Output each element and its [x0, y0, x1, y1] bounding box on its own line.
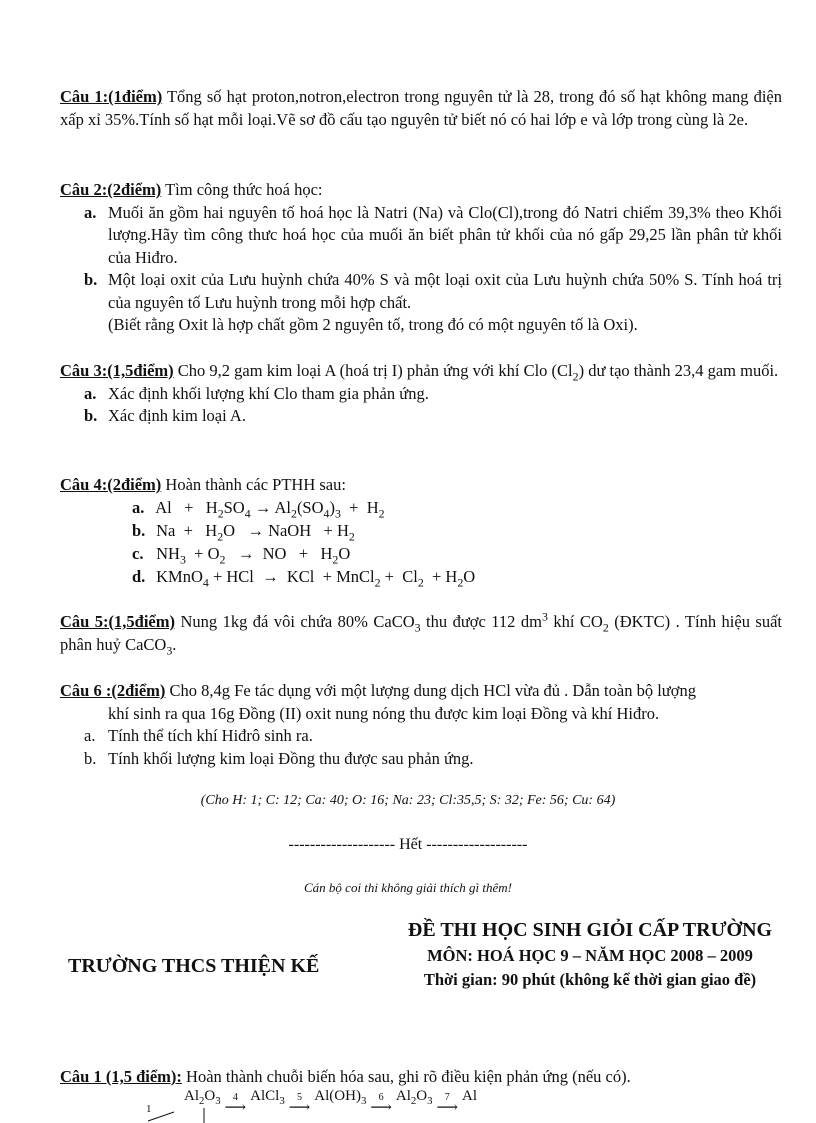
subscript: 3: [414, 620, 421, 635]
eq-text: O: [338, 543, 351, 563]
exam-time: Thời gian: 90 phút (không kể thời gian giao đề): [423, 970, 757, 989]
eq-text: ): [329, 497, 335, 517]
equation-marker: c.: [132, 543, 144, 563]
equation-b: [60, 520, 782, 543]
question-3-text: Cho 9,2 gam kim loại A (hoá trị I) phản ứng với khí Clo (Cl: [173, 361, 573, 380]
equation-a: [60, 497, 782, 520]
eq-text: + HCl → KCl + MnCl: [208, 566, 375, 586]
question-6-text: Cho 8,4g Fe tác dụng với một lượng dung dịch HCl vừa đủ . Dẫn toàn bộ lượng: [165, 681, 696, 700]
exam-title: ĐỀ THI HỌC SINH GIỎI CẤP TRƯỜNG: [407, 919, 773, 941]
part-text: Xác định kim loại A.: [108, 406, 246, 425]
branch-arrow: [148, 1112, 174, 1121]
chain-branch-label: 1: [146, 1103, 152, 1115]
question-1b: [60, 1066, 782, 1089]
question-2-intro: Tìm công thức hoá học:: [161, 180, 323, 199]
subscript: 2: [572, 369, 579, 384]
chain-species: $Al_2O_3$: [184, 1088, 221, 1107]
chain-species: AlCl$_3$: [250, 1088, 285, 1107]
question-3-part-a: [60, 383, 782, 406]
question-5-text: khí CO: [547, 612, 603, 631]
question-3-text-end: ) dư tạo thành 23,4 gam muối.: [578, 361, 779, 380]
question-4-label: Câu 4:(2điểm): [60, 475, 162, 494]
question-4: [60, 474, 782, 589]
part-marker: a.: [84, 383, 97, 403]
question-2-part-a: [60, 202, 782, 270]
reaction-arrow: 6 ⟶: [370, 1092, 392, 1116]
part-marker: b.: [84, 406, 98, 425]
subscript: 4: [202, 574, 209, 589]
question-2: [60, 179, 782, 337]
subscript: 3: [166, 642, 173, 657]
subscript: 4: [323, 505, 330, 520]
question-1b-label: Câu 1 (1,5 điểm):: [60, 1067, 182, 1086]
proctor-note: Cán bộ coi thi không giải thích gì thêm!: [304, 880, 512, 895]
eq-text: Al + H: [152, 497, 218, 517]
question-5-text: Nung 1kg đá vôi chứa 80% CaCO: [175, 612, 415, 631]
part-marker: a.: [84, 726, 96, 745]
subscript: 2: [332, 551, 339, 566]
equation-c: [60, 543, 782, 566]
subscript: 3: [179, 551, 186, 566]
end-line: -------------------- Hết -------------------: [288, 836, 528, 853]
part-text: Muối ăn gồm hai nguyên tố hoá học là Natri (Na) và Clo(Cl),trong đó Natri chiếm 39,3% theo Khối lượng.Hãy tìm công thưc hoá học của muối ăn biết phân tử khối của nó gấp 29,25 lần phân tử khối của Hiđro.: [108, 202, 782, 267]
question-4-intro: Hoàn thành các PTHH sau:: [161, 475, 346, 494]
atomic-masses-note: (Cho H: 1; C: 12; Ca: 40; O: 16; Na: 23; Cl:35,5; S: 32; Fe: 56; Cu: 64): [200, 793, 616, 808]
equation-marker: a.: [132, 497, 145, 517]
eq-text: SO: [223, 497, 245, 517]
conversion-chain: [184, 1088, 477, 1114]
chain-branch-arrows: [144, 1104, 214, 1123]
eq-text: (SO: [296, 497, 324, 517]
eq-text: + H: [340, 497, 379, 517]
chain-species: Al: [462, 1088, 478, 1104]
eq-text: + Cl: [380, 566, 418, 586]
question-5-label: Câu 5:(1,5điểm): [60, 612, 175, 631]
question-1-label: Câu 1:(1điểm): [60, 87, 163, 106]
question-1-text: Tổng số hạt proton,notron,electron trong nguyên tử là 28, trong đó số hạt không mang điện xấp xỉ 35%.Tính số hạt mỗi loại.Vẽ sơ đồ cấu tạo nguyên tử biết nó có hai lớp e và lớp trong cùng là 2e.: [60, 87, 782, 129]
subscript: 2: [217, 505, 224, 520]
eq-text: NH: [152, 543, 180, 563]
subscript: 2: [378, 505, 385, 520]
question-1: [60, 86, 782, 131]
subscript: 2: [602, 620, 609, 635]
equation-marker: b.: [132, 520, 146, 540]
eq-text: O: [463, 566, 476, 586]
subscript: 2: [291, 505, 297, 520]
part-marker: b.: [84, 270, 98, 289]
part-text: Một loại oxit của Lưu huỳnh chứa 40% S và một loại oxit của Lưu huỳnh chứa 50% S. Tính hoá trị của nguyên tố Lưu huỳnh trong mỗi hợp chất.: [108, 270, 782, 312]
question-3: [60, 360, 782, 428]
exam-subject: MÔN: HOÁ HỌC 9 – NĂM HỌC 2008 – 2009: [427, 946, 753, 965]
part-text: Tính thể tích khí Hiđrô sinh ra.: [108, 726, 313, 745]
question-2-label: Câu 2:(2điểm): [60, 180, 162, 199]
question-3-label: Câu 3:(1,5điểm): [60, 361, 174, 380]
eq-text: → Al: [250, 497, 291, 517]
eq-text: + O: [185, 543, 220, 563]
subscript: 2: [457, 574, 464, 589]
eq-text: O → NaOH + H: [223, 520, 349, 540]
part-marker: a.: [84, 202, 97, 222]
eq-text: → NO + H: [225, 543, 333, 563]
part-text: Xác định khối lượng khí Clo tham gia phản ứng.: [108, 383, 429, 403]
question-3-part-b: [60, 405, 782, 428]
eq-text: + H: [423, 566, 458, 586]
question-5-text: thu được 112 dm: [420, 612, 542, 631]
reaction-arrow: 5 ⟶: [288, 1092, 311, 1116]
subscript: 2: [219, 551, 226, 566]
chain-species: $Al_2O_3$: [395, 1088, 433, 1107]
superscript: 3: [541, 609, 548, 624]
reaction-arrow: 4 ⟶: [224, 1092, 247, 1116]
question-2-part-b: [60, 269, 782, 314]
question-5-text: .: [172, 634, 177, 654]
question-5: [60, 611, 782, 656]
part-marker: b.: [84, 748, 97, 768]
part-text: Tính khối lượng kim loại Đồng thu được sau phản ứng.: [108, 748, 474, 768]
subscript: 2: [348, 528, 355, 543]
question-6-label: Câu 6 :(2điểm): [60, 681, 166, 700]
question-2-note: (Biết rằng Oxit là hợp chất gồm 2 nguyên tố, trong đó có một nguyên tố là Oxi).: [108, 315, 638, 334]
subscript: 2: [217, 528, 224, 543]
subscript: 4: [244, 505, 251, 520]
question-1b-text: Hoàn thành chuỗi biến hóa sau, ghi rõ điều kiện phản ứng (nếu có).: [181, 1067, 631, 1086]
subscript: 2: [374, 574, 381, 589]
question-6-part-b: [60, 748, 782, 771]
question-6-part-a: [60, 725, 782, 748]
equation-d: [60, 566, 782, 589]
eq-text: KMnO: [152, 566, 203, 586]
question-5-text: (ĐKTC) . Tính hiệu suất phân huỷ CaCO: [60, 612, 782, 654]
school-name: TRƯỜNG THCS THIỆN KẾ: [68, 955, 320, 977]
equation-marker: d.: [132, 566, 146, 586]
subscript: 3: [334, 505, 341, 520]
subscript: 2: [417, 574, 424, 589]
reaction-arrow: 7 ⟶: [436, 1092, 459, 1116]
eq-text: Na + H: [152, 520, 218, 540]
question-6-text-cont: khí sinh ra qua 16g Đồng (II) oxit nung nóng thu được kim loại Đồng và khí Hiđro.: [108, 703, 660, 723]
question-6: [60, 680, 782, 770]
chain-species: $Al(OH)_3$: [314, 1088, 367, 1107]
